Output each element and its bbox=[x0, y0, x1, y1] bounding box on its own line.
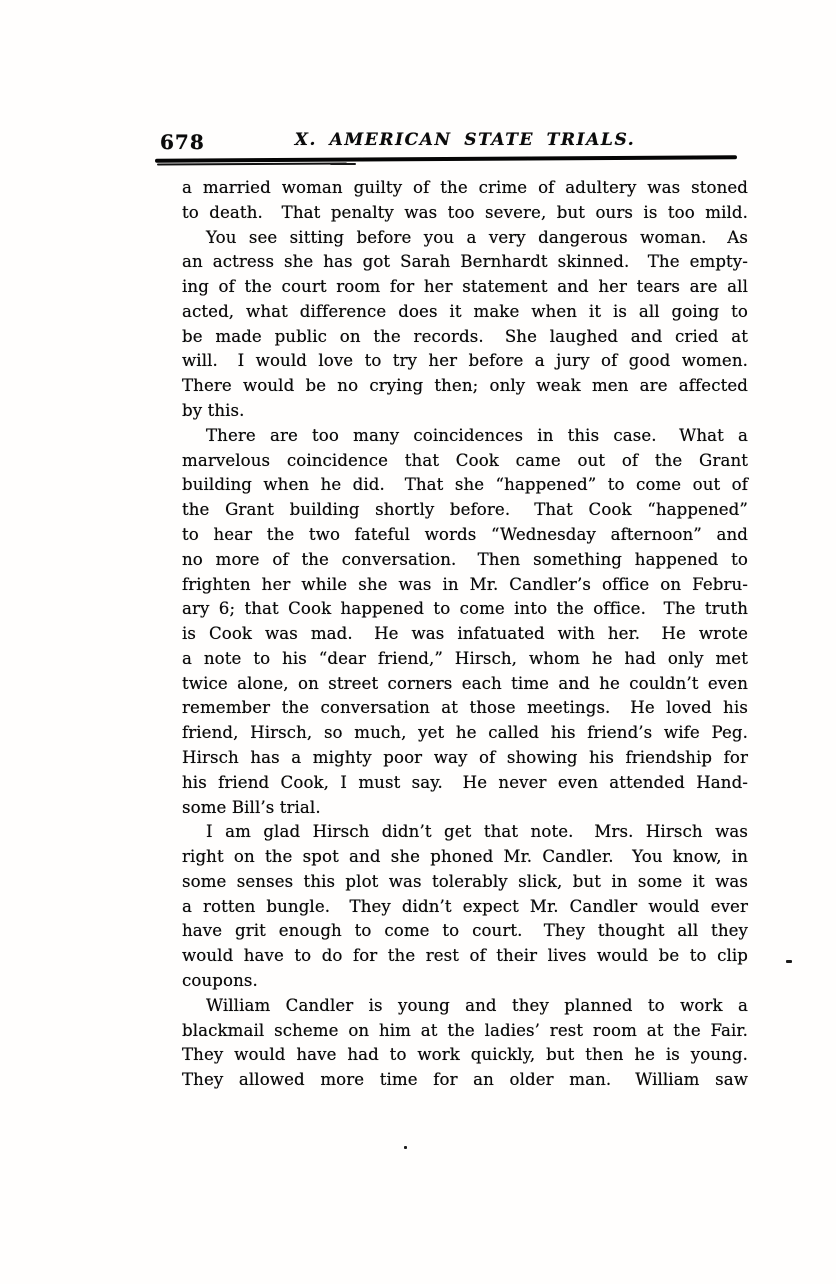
body-line: They would have had to work quickly, but then he is young. bbox=[182, 1045, 748, 1065]
body-line: right on the spot and she phoned Mr. Candler. You know, in bbox=[182, 847, 748, 867]
body-line: I am glad Hirsch didn’t get that note. Mrs. Hirsch was bbox=[206, 822, 748, 842]
body-line: have grit enough to come to court. They thought all they bbox=[182, 921, 748, 941]
body-line: ary 6; that Cook happened to come into the office. The truth bbox=[182, 599, 748, 619]
body-line: an actress she has got Sarah Bernhardt skinned. The empty- bbox=[182, 252, 748, 272]
body-line: some Bill’s trial. bbox=[182, 797, 321, 817]
header-rule-nub bbox=[330, 163, 356, 165]
header-rule bbox=[155, 155, 737, 163]
body-line: They allowed more time for an older man. William saw bbox=[182, 1070, 748, 1090]
body-line: be made public on the records. She laughed and cried at bbox=[182, 326, 748, 346]
body-line: a note to his “dear friend,” Hirsch, whom he had only met bbox=[182, 648, 748, 668]
body-line: coupons. bbox=[182, 971, 258, 990]
scan-speck bbox=[404, 1146, 407, 1149]
header-rule-fragment bbox=[157, 163, 347, 166]
body-line: ing of the court room for her statement and her tears are all bbox=[182, 277, 748, 297]
body-line: blackmail scheme on him at the ladies’ rest room at the Fair. bbox=[182, 1020, 748, 1040]
body-line: acted, what difference does it make when it is all going to bbox=[182, 301, 748, 321]
page-number: 678 bbox=[160, 130, 205, 154]
body-line: by this. bbox=[182, 401, 245, 421]
running-title: X. AMERICAN STATE TRIALS. bbox=[294, 130, 636, 150]
body-line: would have to do for the rest of their lives would be to clip bbox=[182, 946, 748, 966]
body-line: twice alone, on street corners each time and he couldn’t even bbox=[182, 673, 748, 693]
body-line: a rotten bungle. They didn’t expect Mr. Candler would ever bbox=[182, 896, 748, 916]
body-line: building when he did. That she “happened” to come out of bbox=[182, 475, 748, 495]
scan-speck bbox=[786, 960, 792, 963]
body-line: his friend Cook, I must say. He never even attended Hand- bbox=[182, 772, 748, 792]
body-line: William Candler is young and they planned to work a bbox=[206, 995, 748, 1015]
body-line: remember the conversation at those meetings. He loved his bbox=[182, 698, 748, 718]
body-line: There would be no crying then; only weak men are affected bbox=[182, 376, 748, 396]
body-line: Hirsch has a mighty poor way of showing his friendship for bbox=[182, 747, 748, 767]
body-line: frighten her while she was in Mr. Candler’s office on Febru- bbox=[182, 574, 748, 594]
body-line: friend, Hirsch, so much, yet he called his friend’s wife Peg. bbox=[182, 723, 748, 743]
body-line: the Grant building shortly before. That Cook “happened” bbox=[182, 500, 748, 520]
body-line: some senses this plot was tolerably slick, but in some it was bbox=[182, 871, 748, 891]
body-line: to death. That penalty was too severe, but ours is too mild. bbox=[182, 202, 748, 222]
body-line: There are too many coincidences in this case. What a bbox=[206, 425, 748, 445]
body-line: will. I would love to try her before a jury of good women. bbox=[182, 351, 748, 371]
body-line: a married woman guilty of the crime of adultery was stoned bbox=[182, 178, 748, 197]
running-head bbox=[0, 128, 836, 152]
body-line: no more of the conversation. Then something happened to bbox=[182, 549, 748, 569]
body-line: is Cook was mad. He was infatuated with her. He wrote bbox=[182, 624, 748, 644]
body-line: marvelous coincidence that Cook came out of the Grant bbox=[182, 450, 748, 470]
body-line: You see sitting before you a very dangerous woman. As bbox=[206, 227, 748, 247]
body-text bbox=[182, 176, 748, 1093]
body-line: to hear the two fateful words “Wednesday afternoon” and bbox=[182, 524, 748, 544]
